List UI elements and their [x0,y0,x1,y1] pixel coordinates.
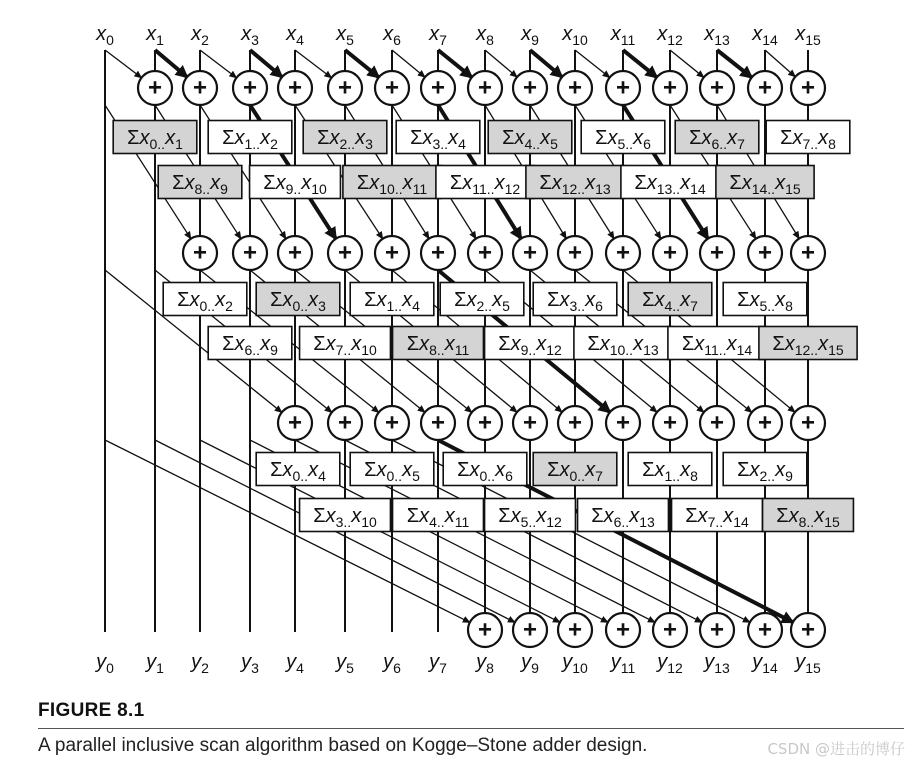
partial-sum-label-s1-7-8 [766,121,850,154]
svg-text:+: + [337,239,353,267]
input-label-1: $x_1$ [146,23,164,48]
partial-sum-label-s2-12-15 [759,327,857,360]
partial-sum-label-s1-6-7 [675,121,759,154]
partial-sum-label-s2-3-6 [533,283,617,316]
partial-sum-label-s3-6-13 [578,499,669,532]
adder-stage3-6 [375,406,409,440]
partial-sum-label-s3-1-8 [628,453,712,486]
svg-text:+: + [477,409,493,437]
svg-text:Σx1..x8: $\Sigma x_1..x_8$ [642,459,698,484]
partial-sum-label-s1-10-11 [343,166,441,199]
adder-stage1-13 [700,71,734,105]
svg-text:+: + [522,74,538,102]
output-label-14: $y_{14}$ [752,651,778,676]
svg-text:Σx5..x6: $\Sigma x_5..x_6$ [595,127,651,152]
svg-text:+: + [430,74,446,102]
adder-stage1-10 [558,71,592,105]
adder-stage2-3 [233,236,267,270]
svg-text:+: + [709,74,725,102]
partial-sum-label-s3-2-9 [723,453,807,486]
input-label-12: $x_{12}$ [657,23,683,48]
input-label-0: $x_0$ [96,23,114,48]
output-label-6: $y_6$ [383,651,401,676]
adder-stage1-2 [183,71,217,105]
adder-stage4-14 [748,613,782,647]
svg-text:+: + [337,409,353,437]
svg-text:Σx4..x7: $\Sigma x_4..x_7$ [642,289,698,314]
partial-sum-label-s1-8-9 [158,166,242,199]
svg-text:+: + [430,409,446,437]
svg-text:+: + [662,74,678,102]
partial-sum-label-s2-1-4 [350,283,434,316]
output-label-9: $y_9$ [521,651,539,676]
svg-text:+: + [192,74,208,102]
partial-sum-label-s3-7-14 [672,499,763,532]
svg-text:Σx4..x11: $\Sigma x_4..x_{11}$ [406,505,470,530]
partial-sum-label-s3-8-15 [763,499,854,532]
partial-sum-label-s2-11-14 [668,327,766,360]
svg-text:Σx0..x2: $\Sigma x_0..x_2$ [177,289,233,314]
adder-stage1-11 [606,71,640,105]
input-label-7: $x_7$ [429,23,447,48]
svg-text:Σx2..x5: $\Sigma x_2..x_5$ [454,289,510,314]
output-label-15: $y_{15}$ [795,651,821,676]
partial-sum-label-s2-0-3 [256,283,340,316]
input-label-5: $x_5$ [336,23,354,48]
adder-stage2-4 [278,236,312,270]
svg-text:Σx6..x7: $\Sigma x_6..x_7$ [689,127,745,152]
partial-sum-label-s3-0-5 [350,453,434,486]
svg-text:Σx5..x8: $\Sigma x_5..x_8$ [737,289,793,314]
adder-stage3-9 [513,406,547,440]
adder-stage2-14 [748,236,782,270]
adder-stage1-4 [278,71,312,105]
output-label-0: $y_0$ [96,651,114,676]
adder-stage3-10 [558,406,592,440]
adder-stage1-5 [328,71,362,105]
partial-sum-label-s2-0-2 [163,283,247,316]
input-label-2: $x_2$ [191,23,209,48]
figure-label: FIGURE 8.1 [38,700,145,721]
output-label-12: $y_{12}$ [657,651,683,676]
svg-text:Σx13..x14: $\Sigma x_{13}..x_{14}$ [634,172,706,197]
output-label-7: $y_7$ [429,651,447,676]
input-label-10: $x_{10}$ [562,23,588,48]
input-label-4: $x_4$ [286,23,304,48]
svg-text:Σx1..x4: $\Sigma x_1..x_4$ [364,289,420,314]
adder-stage1-15 [791,71,825,105]
svg-text:+: + [147,74,163,102]
svg-text:+: + [242,239,258,267]
svg-text:+: + [567,409,583,437]
svg-text:+: + [662,239,678,267]
svg-text:Σx8..x11: $\Sigma x_8..x_{11}$ [406,333,470,358]
svg-text:+: + [662,409,678,437]
svg-text:+: + [192,239,208,267]
output-label-2: $y_2$ [191,651,209,676]
svg-text:Σx0..x4: $\Sigma x_0..x_4$ [270,459,326,484]
svg-text:Σx14..x15: $\Sigma x_{14}..x_{15}$ [729,172,801,197]
svg-text:+: + [287,239,303,267]
adder-stage1-12 [653,71,687,105]
caption-divider [38,728,904,729]
adder-stage4-15 [791,613,825,647]
input-label-8: $x_8$ [476,23,494,48]
svg-text:+: + [615,409,631,437]
output-label-13: $y_{13}$ [704,651,730,676]
svg-text:+: + [800,409,816,437]
adder-stage3-5 [328,406,362,440]
adder-stage4-13 [700,613,734,647]
svg-text:Σx8..x9: $\Sigma x_8..x_9$ [172,172,228,197]
svg-text:+: + [567,239,583,267]
partial-sum-label-s2-6-9 [208,327,292,360]
adder-stage2-6 [375,236,409,270]
adder-stage2-8 [468,236,502,270]
svg-text:Σx7..x14: $\Sigma x_7..x_{14}$ [685,505,749,530]
svg-text:+: + [757,616,773,644]
svg-text:Σx0..x6: $\Sigma x_0..x_6$ [457,459,513,484]
adder-stage4-10 [558,613,592,647]
svg-text:+: + [522,239,538,267]
svg-text:+: + [757,74,773,102]
svg-text:Σx9..x12: $\Sigma x_9..x_{12}$ [498,333,562,358]
svg-text:Σx2..x9: $\Sigma x_2..x_9$ [737,459,793,484]
partial-sum-label-s3-3-10 [300,499,391,532]
partial-sum-label-s1-11-12 [436,166,534,199]
output-label-5: $y_5$ [336,651,354,676]
partial-sum-label-s3-4-11 [393,499,484,532]
output-label-11: $y_{11}$ [610,651,636,676]
svg-text:Σx10..x11: $\Sigma x_{10}..x_{11}$ [356,172,428,197]
input-label-11: $x_{11}$ [610,23,636,48]
svg-text:+: + [477,616,493,644]
svg-text:+: + [567,74,583,102]
partial-sum-label-s1-2-3 [303,121,387,154]
input-label-14: $x_{14}$ [752,23,778,48]
svg-text:Σx3..x6: $\Sigma x_3..x_6$ [547,289,603,314]
adder-stage4-9 [513,613,547,647]
svg-text:Σx6..x13: $\Sigma x_6..x_{13}$ [591,505,655,530]
svg-text:Σx7..x10: $\Sigma x_7..x_{10}$ [313,333,377,358]
adder-stage3-14 [748,406,782,440]
partial-sum-label-s1-4-5 [488,121,572,154]
svg-text:+: + [800,616,816,644]
partial-sum-label-s2-8-11 [393,327,484,360]
adder-stage2-13 [700,236,734,270]
partial-sum-label-s1-3-4 [396,121,480,154]
output-label-4: $y_4$ [286,651,304,676]
partial-sum-label-s3-0-7 [533,453,617,486]
svg-text:+: + [384,74,400,102]
svg-text:+: + [757,239,773,267]
svg-text:+: + [709,409,725,437]
partial-sum-label-s3-0-6 [443,453,527,486]
partial-sum-label-s1-9-10 [250,166,341,199]
partial-sum-label-s2-5-8 [723,283,807,316]
partial-sum-label-s3-0-4 [256,453,340,486]
svg-text:+: + [522,616,538,644]
svg-text:+: + [242,74,258,102]
output-label-8: $y_8$ [476,651,494,676]
partial-sum-label-s2-4-7 [628,283,712,316]
adder-stage1-14 [748,71,782,105]
adder-stage2-15 [791,236,825,270]
svg-text:+: + [800,239,816,267]
adder-stage2-2 [183,236,217,270]
output-label-3: $y_3$ [241,651,259,676]
adder-stage4-12 [653,613,687,647]
adder-stage4-11 [606,613,640,647]
svg-text:Σx3..x4: $\Sigma x_3..x_4$ [410,127,466,152]
adder-stage3-15 [791,406,825,440]
adder-stage1-9 [513,71,547,105]
adder-stage1-6 [375,71,409,105]
svg-text:Σx2..x3: $\Sigma x_2..x_3$ [317,127,373,152]
partial-sum-label-s2-10-13 [574,327,672,360]
output-label-10: $y_{10}$ [562,651,588,676]
svg-text:Σx3..x10: $\Sigma x_3..x_{10}$ [313,505,377,530]
svg-text:Σx11..x14: $\Sigma x_{11}..x_{14}$ [681,333,753,358]
adder-stage3-11 [606,406,640,440]
svg-text:+: + [477,74,493,102]
svg-text:+: + [662,616,678,644]
adder-stage2-7 [421,236,455,270]
adder-stage1-8 [468,71,502,105]
partial-sum-label-s1-13-14 [621,166,719,199]
svg-text:Σx12..x15: $\Sigma x_{12}..x_{15}$ [772,333,844,358]
svg-text:+: + [430,239,446,267]
svg-text:Σx11..x12: $\Sigma x_{11}..x_{12}$ [449,172,521,197]
adder-stage2-12 [653,236,687,270]
adder-stage3-8 [468,406,502,440]
input-label-15: $x_{15}$ [795,23,821,48]
svg-text:Σx0..x5: $\Sigma x_0..x_5$ [364,459,420,484]
svg-text:Σx12..x13: $\Sigma x_{12}..x_{13}$ [539,172,611,197]
partial-sum-label-s3-5-12 [485,499,576,532]
svg-text:Σx0..x3: $\Sigma x_0..x_3$ [270,289,326,314]
partial-sum-labels [113,121,857,532]
svg-text:+: + [287,74,303,102]
svg-text:Σx0..x1: $\Sigma x_0..x_1$ [127,127,183,152]
svg-text:Σx7..x8: $\Sigma x_7..x_8$ [780,127,836,152]
svg-text:+: + [800,74,816,102]
adder-stage2-9 [513,236,547,270]
adder-stage3-12 [653,406,687,440]
adder-stage1-7 [421,71,455,105]
svg-text:+: + [337,74,353,102]
svg-text:+: + [757,409,773,437]
svg-text:+: + [709,239,725,267]
svg-text:+: + [477,239,493,267]
svg-text:+: + [567,616,583,644]
svg-text:Σx6..x9: $\Sigma x_6..x_9$ [222,333,278,358]
svg-text:Σx8..x15: $\Sigma x_8..x_{15}$ [776,505,840,530]
partial-sum-label-s1-14-15 [716,166,814,199]
svg-text:+: + [615,616,631,644]
partial-sum-label-s1-5-6 [581,121,665,154]
svg-text:+: + [709,616,725,644]
svg-text:Σx10..x13: $\Sigma x_{10}..x_{13}$ [587,333,659,358]
svg-text:+: + [287,409,303,437]
adder-stage4-8 [468,613,502,647]
svg-text:+: + [615,239,631,267]
adder-stage3-13 [700,406,734,440]
input-label-13: $x_{13}$ [704,23,730,48]
partial-sum-label-s1-1-2 [208,121,292,154]
watermark: CSDN @进击的博仔 [767,740,905,758]
adder-stage1-1 [138,71,172,105]
adder-stage2-11 [606,236,640,270]
input-label-9: $x_9$ [521,23,539,48]
adder-stage3-4 [278,406,312,440]
adder-stage3-7 [421,406,455,440]
svg-text:+: + [384,239,400,267]
svg-text:Σx1..x2: $\Sigma x_1..x_2$ [222,127,278,152]
partial-sum-label-s1-12-13 [526,166,624,199]
svg-text:+: + [384,409,400,437]
svg-text:Σx4..x5: $\Sigma x_4..x_5$ [502,127,558,152]
partial-sum-label-s2-2-5 [440,283,524,316]
input-label-6: $x_6$ [383,23,401,48]
svg-text:Σx9..x10: $\Sigma x_9..x_{10}$ [263,172,327,197]
partial-sum-label-s2-7-10 [300,327,391,360]
adder-stage1-3 [233,71,267,105]
svg-text:Σx5..x12: $\Sigma x_5..x_{12}$ [498,505,562,530]
arrow-stage1-to-1 [105,50,141,78]
svg-text:+: + [522,409,538,437]
figure-caption: A parallel inclusive scan algorithm based on Kogge–Stone adder design. [38,735,648,756]
adder-stage2-10 [558,236,592,270]
svg-text:+: + [615,74,631,102]
svg-text:Σx0..x7: $\Sigma x_0..x_7$ [547,459,603,484]
input-label-3: $x_3$ [241,23,259,48]
partial-sum-label-s1-0-1 [113,121,197,154]
output-label-1: $y_1$ [146,651,164,676]
partial-sum-label-s2-9-12 [485,327,576,360]
adder-stage2-5 [328,236,362,270]
